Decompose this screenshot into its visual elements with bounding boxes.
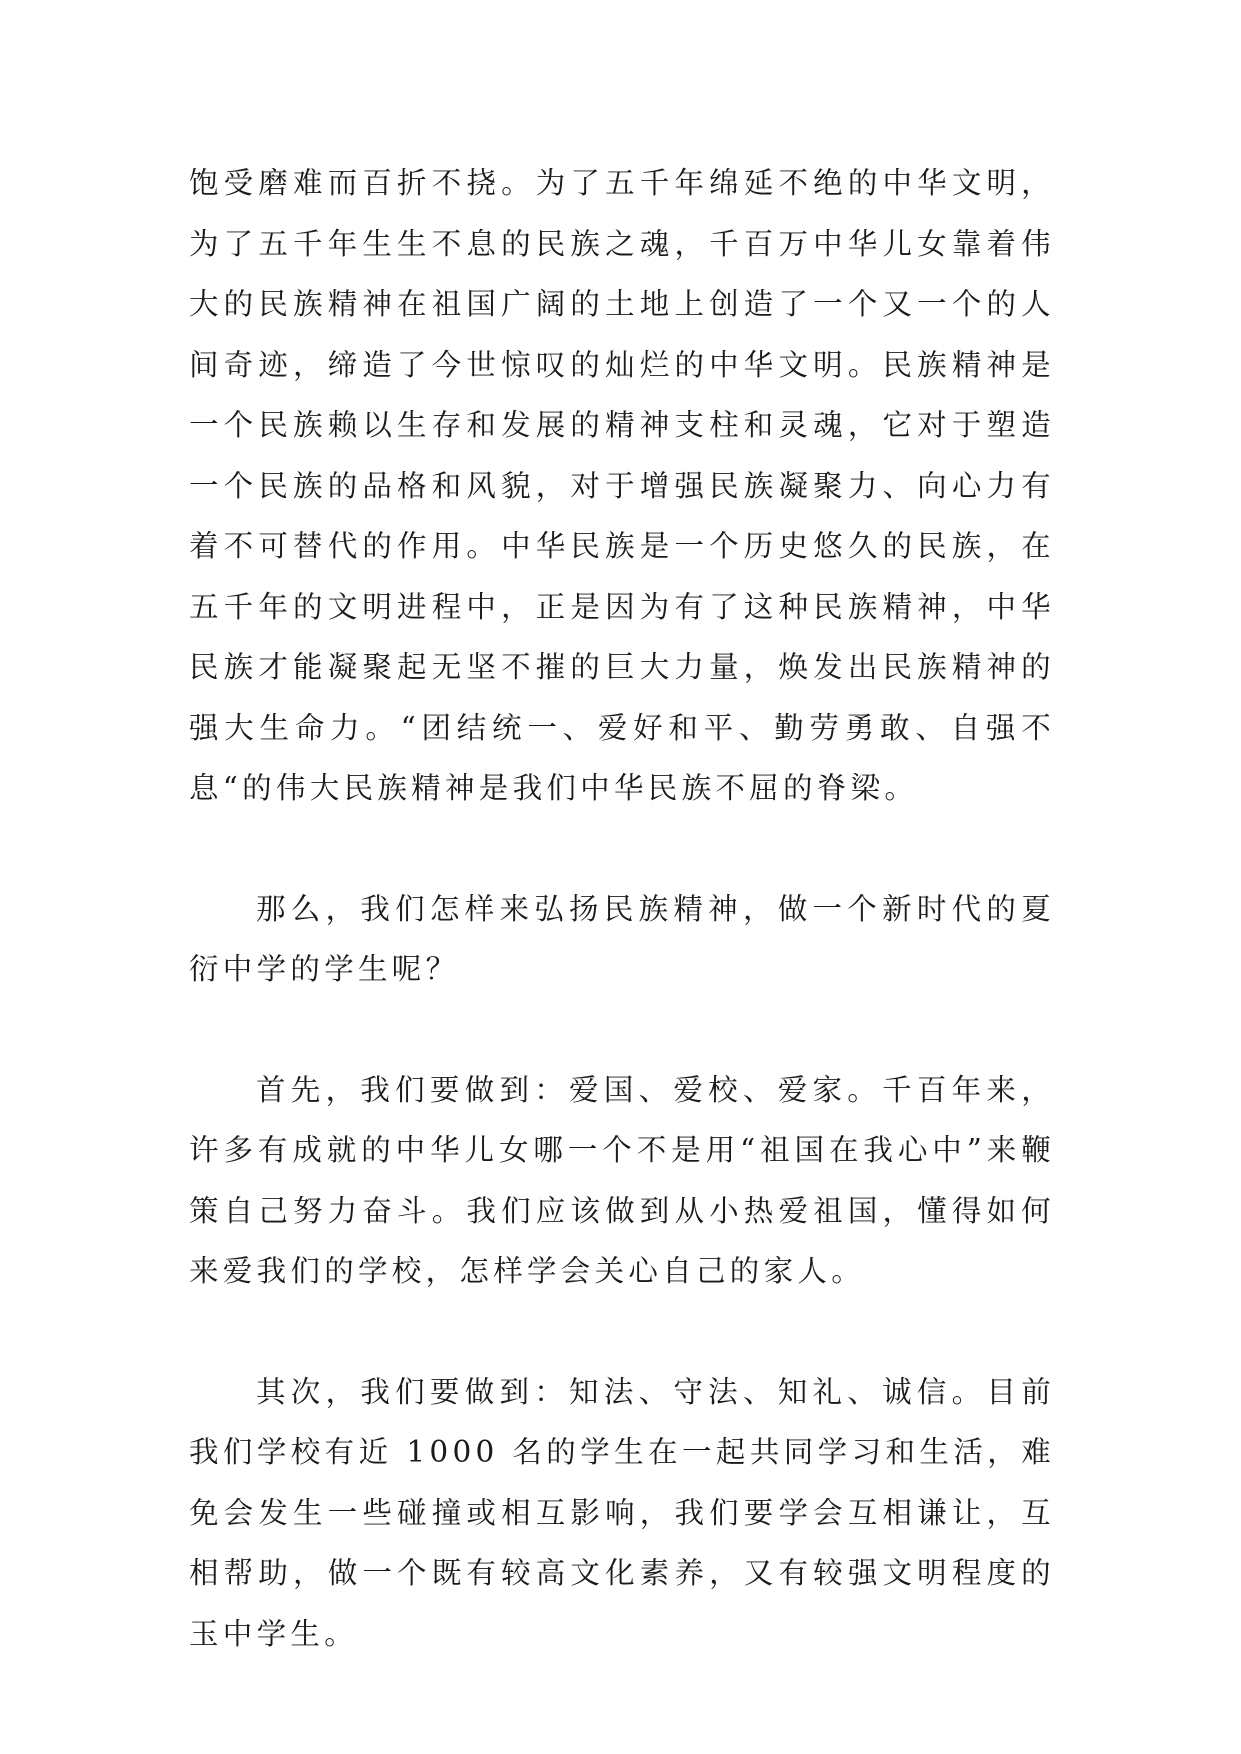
paragraph-continuation: 饱受磨难而百折不挠。为了五千年绵延不绝的中华文明，为了五千年生生不息的民族之魂，千百万中华儿女靠着伟大的民族精神在祖国广阔的土地上创造了一个又一个的人间奇迹，缔造了今世惊叹的灿烂的中华文明。民族精神是一个民族赖以生存和发展的精神支柱和灵魂，它对于塑造一个民族的品格和风貌，对于增强民族凝聚力、向心力有着不可替代的作用。中华民族是一个历史悠久的民族，在五千年的文明进程中，正是因为有了这种民族精神，中华民族才能凝聚起无坚不摧的巨大力量，焕发出民族精神的强大生命力。“团结统一、爱好和平、勤劳勇敢、自强不息“的伟大民族精神是我们中华民族不屈的脊梁。	[189, 166, 1055, 805]
paragraph-gap	[189, 819, 1055, 879]
paragraph-gap	[189, 1302, 1055, 1362]
paragraph-second-point: 其次，我们要做到：知法、守法、知礼、诚信。目前我们学校有近 1000 名的学生在一起共同学习和生活，难免会发生一些碰撞或相互影响，我们要学会互相谦让，互相帮助，做一个既有较高文化素养，又有较强文明程度的玉中学生。	[189, 1374, 1055, 1651]
paragraph-question: 那么，我们怎样来弘扬民族精神，做一个新时代的夏衍中学的学生呢？	[189, 891, 1055, 986]
document-body	[189, 153, 1055, 1664]
paragraph-gap	[189, 1000, 1055, 1060]
paragraph-first-point: 首先，我们要做到：爱国、爱校、爱家。千百年来，许多有成就的中华儿女哪一个不是用“祖国在我心中”来鞭策自己努力奋斗。我们应该做到从小热爱祖国，懂得如何来爱我们的学校，怎样学会关心自己的家人。	[189, 1072, 1055, 1288]
